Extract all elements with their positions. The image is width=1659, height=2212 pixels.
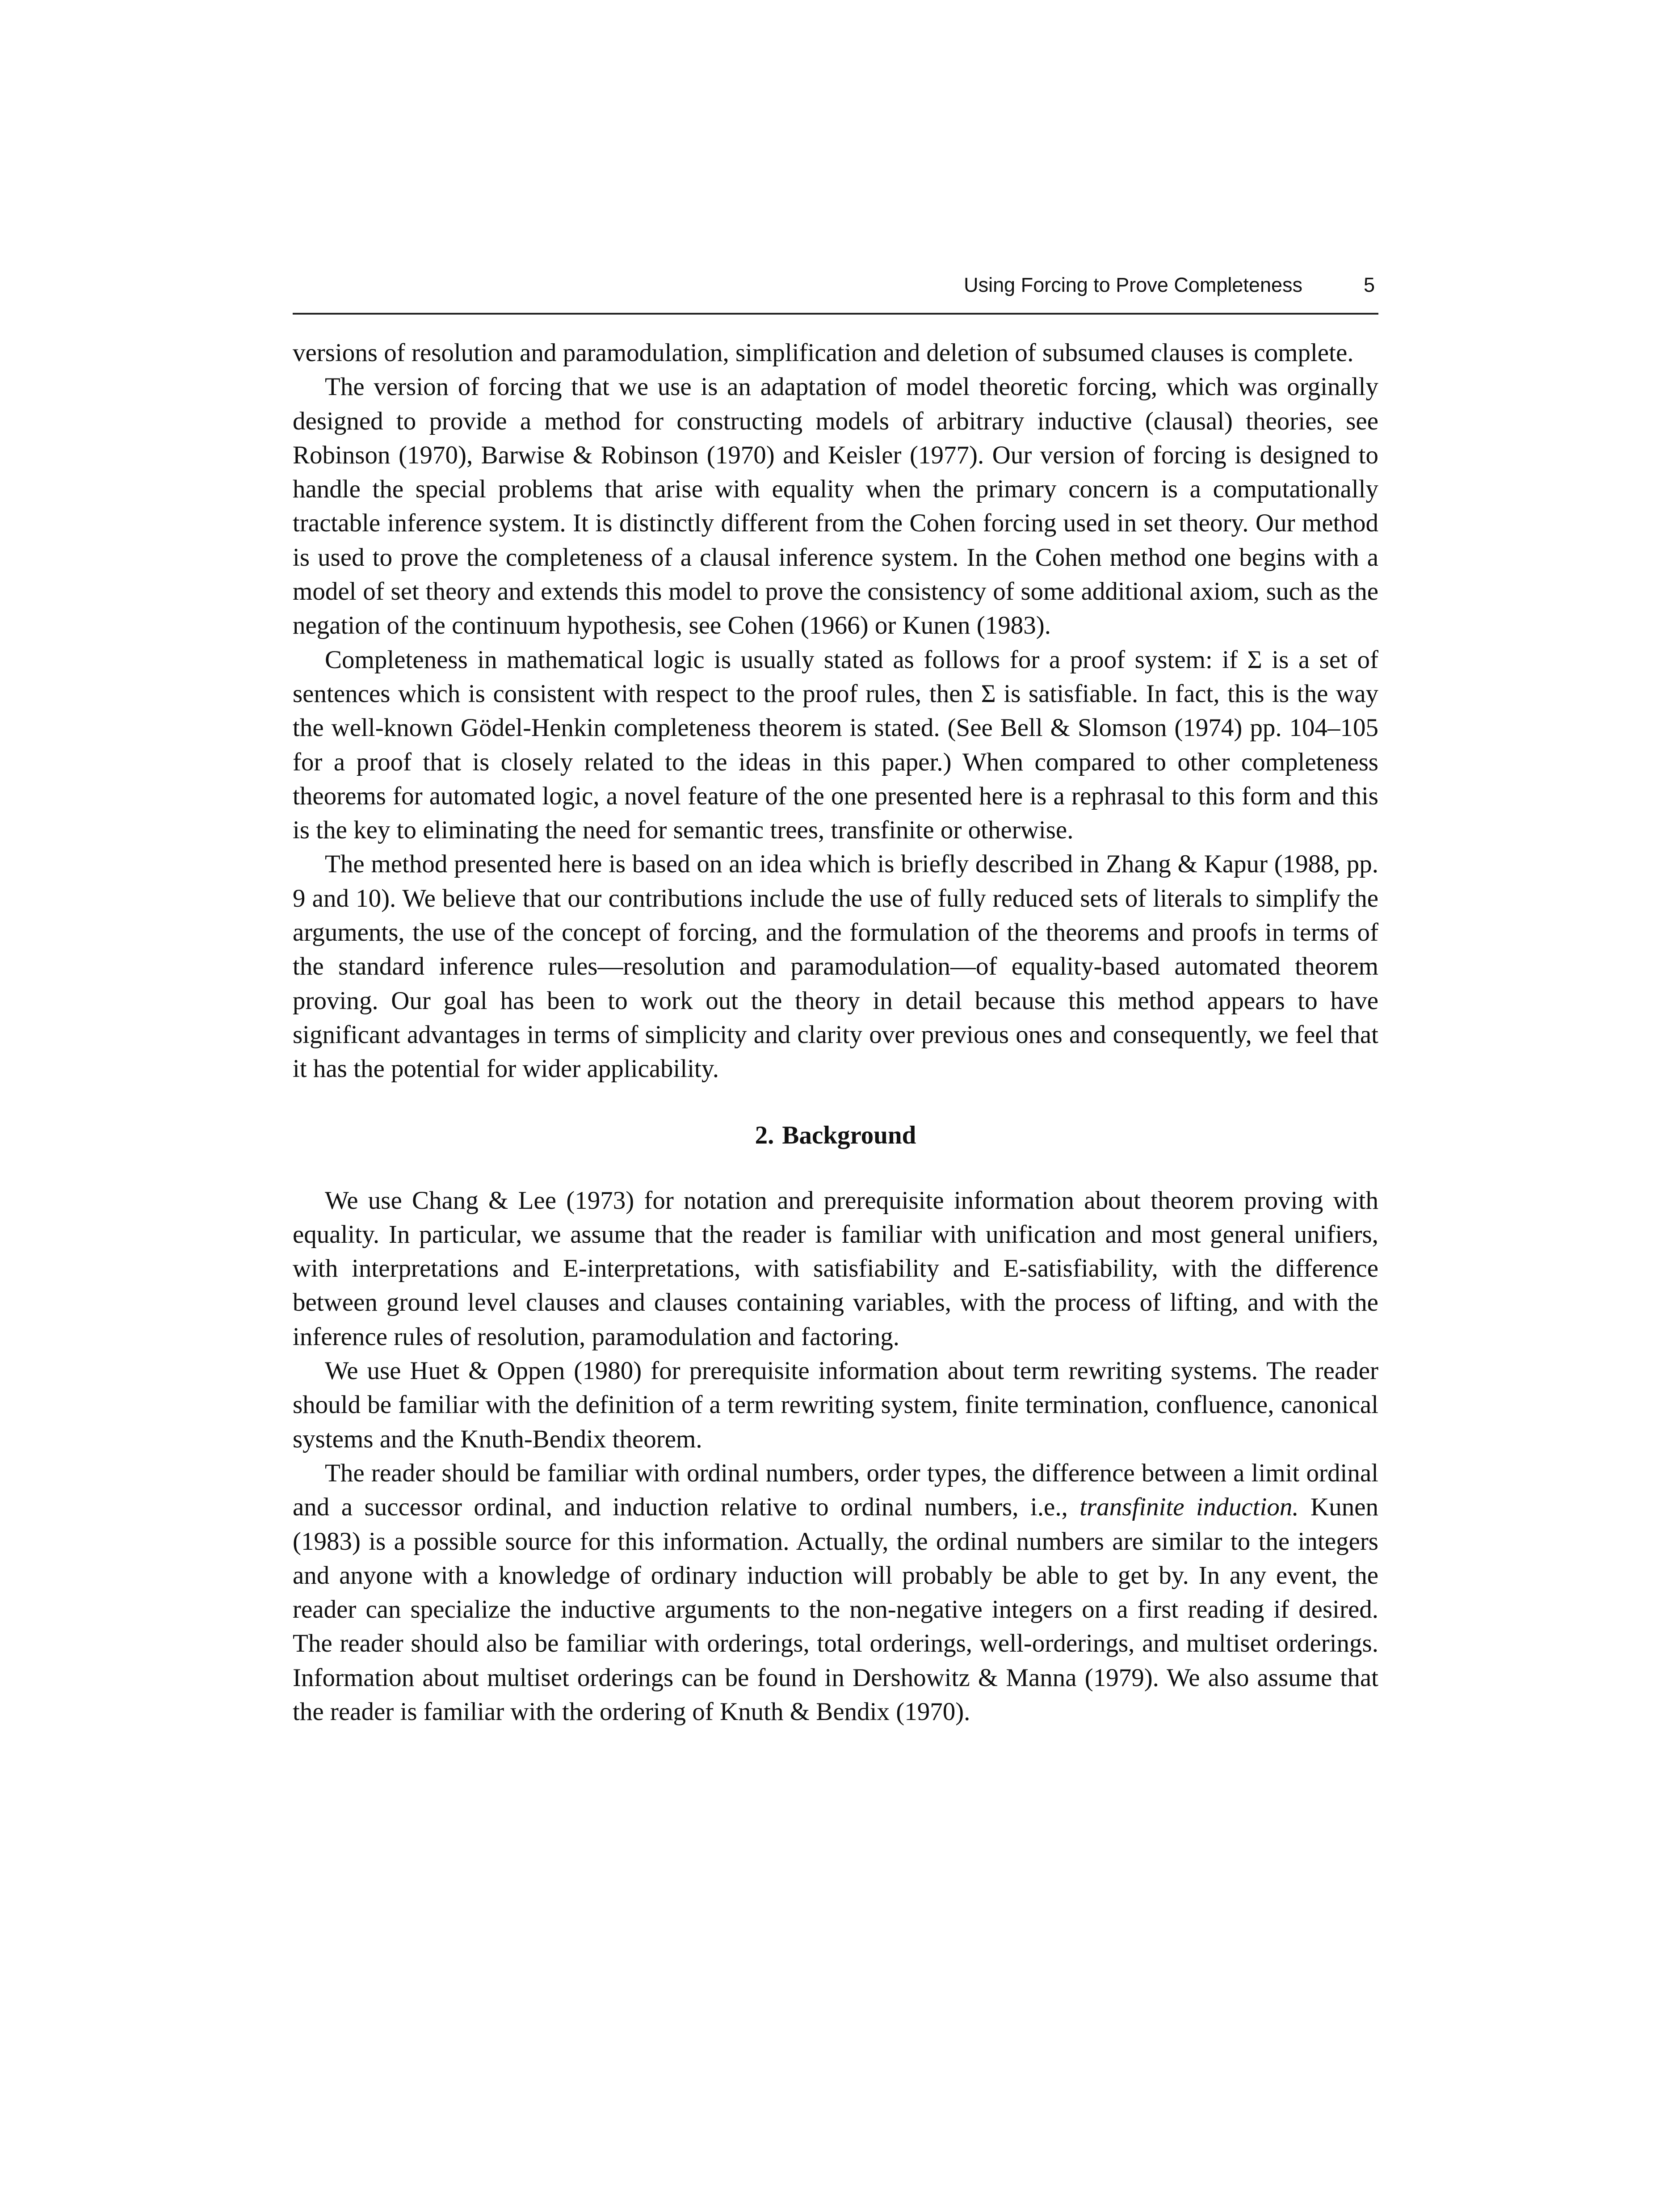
paragraph-completeness: Completeness in mathematical logic is usually stated as follows for a proof system: if Σ is a set of sentences which is consistent with respect to the proof rules, then Σ is satisfiable. In fact, this is the way the well-known Gödel-Henkin completeness theorem is stated. (See Bell & Slomson (1974) pp. 104–105 for a proof that is closely related to the ideas in this paper.) When compared to other completeness theorems for automated logic, a novel feature of the one presented here is a rephrasal to this form and this is the key to eliminating the need for semantic trees, transfinite or otherwise. xyxy=(293,645,1378,845)
section-number: 2. xyxy=(755,1121,774,1149)
paragraph-huet-oppen: We use Huet & Oppen (1980) for prerequisite information about term rewriting systems. The reader should be familiar with the definition of a term rewriting system, finite termination, confluence, canonical systems and the Knuth-Bendix theorem. xyxy=(293,1357,1378,1453)
ordinals-text-part1: The reader should be familiar with ordinal numbers, order types, the difference between a limit ordinal and a successor ordinal, and induction relative to ordinal numbers, i.e., xyxy=(293,1459,1378,1522)
body-text xyxy=(293,336,1378,1729)
running-head xyxy=(293,272,1378,315)
paragraph-ordinals xyxy=(293,1456,1378,1729)
paragraph-forcing-version: The version of forcing that we use is an adaptation of model theoretic forcing, which was orginally designed to provide a method for constructing models of arbitrary inductive (clausal) theories, see Robinson (1970), Barwise & Robinson (1970) and Keisler (1977). Our version of forcing is designed to handle the special problems that arise with equality when the primary concern is a computationally tractable inference system. It is distinctly different from the Cohen forcing used in set theory. Our method is used to prove the completeness of a clausal inference system. In the Cohen method one begins with a model of set theory and extends this model to prove the consistency of some additional axiom, such as the negation of the continuum hypothesis, see Cohen (1966) or Kunen (1983). xyxy=(293,373,1378,640)
running-title: Using Forcing to Prove Completeness xyxy=(964,273,1302,296)
ordinals-italic-term: transfinite induction. xyxy=(1079,1493,1299,1522)
paragraph-continued: versions of resolution and paramodulation, simplification and deletion of subsumed clauses is complete. xyxy=(293,339,1354,367)
ordinals-text-part2: Kunen (1983) is a possible source for this information. Actually, the ordinal numbers are similar to the integers and anyone with a knowledge of ordinary induction will probably be able to get by. In any event, the reader can specialize the inductive arguments to the non-negative integers on a first reading if desired. The reader should also be familiar with orderings, total orderings, well-orderings, and multiset orderings. Information about multiset orderings can be found in Dershowitz & Manna (1979). We also assume that the reader is familiar with the ordering of Knuth & Bendix (1970). xyxy=(293,1493,1378,1726)
section-title: Background xyxy=(782,1121,916,1149)
page-number: 5 xyxy=(1363,273,1375,296)
section-heading xyxy=(293,1119,1378,1152)
paragraph-chang-lee: We use Chang & Lee (1973) for notation and prerequisite information about theorem proving with equality. In particular, we assume that the reader is familiar with unification and most general unifiers, with interpretations and E-interpretations, with satisfiability and E-satisfiability, with the difference between ground level clauses and clauses containing variables, with the process of lifting, and with the inference rules of resolution, paramodulation and factoring. xyxy=(293,1186,1378,1351)
paragraph-method: The method presented here is based on an idea which is briefly described in Zhang & Kapur (1988, pp. 9 and 10). We believe that our contributions include the use of fully reduced sets of literals to simplify the arguments, the use of the concept of forcing, and the formulation of the theorems and proofs in terms of the standard inference rules—resolution and paramodulation—of equality-based automated theorem proving. Our goal has been to work out the theory in detail because this method appears to have significant advantages in terms of simplicity and clarity over previous ones and consequently, we feel that it has the potential for wider applicability. xyxy=(293,850,1378,1083)
